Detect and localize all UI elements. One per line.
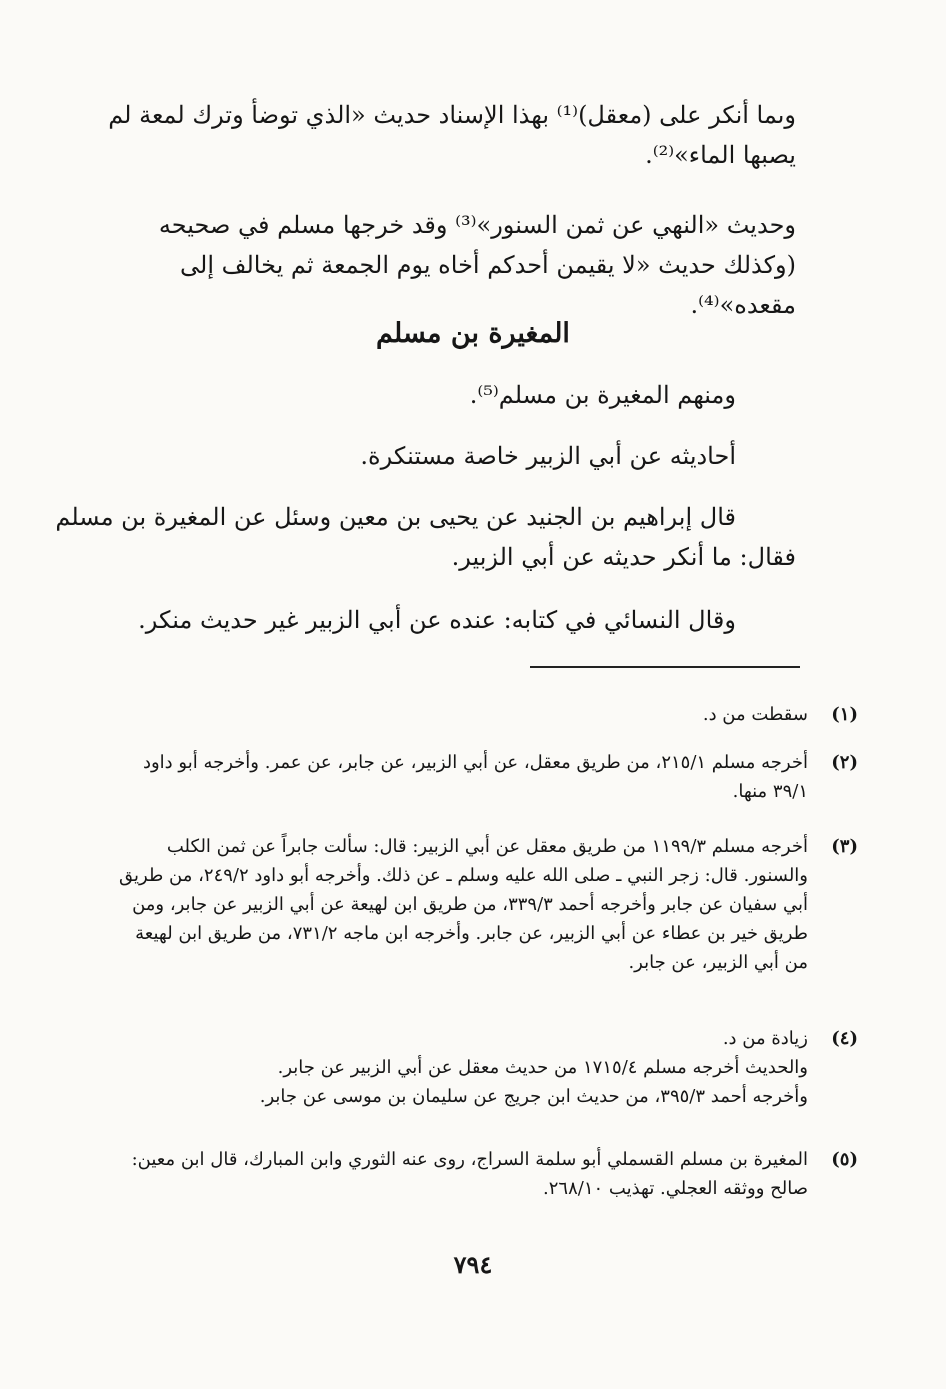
paragraph-2: وحديث «النهي عن ثمن السنور»⁽³⁾ وقد خرجها مسلم في صحيحه (وكذلك حديث «لا يقيمن أحدكم أخاه يوم الجمعة ثم يخالف إلى مقعده»⁽⁴⁾.: [158, 211, 796, 319]
footnote-1: [110, 700, 858, 729]
footnote-text: زيادة من د.: [722, 1028, 808, 1049]
footnote-text: وأخرجه أحمد ٣٩٥/٣، من حديث ابن جريج عن سليمان بن موسى عن جابر.: [259, 1086, 808, 1107]
paragraph-5-line-2: فقال: ما أنكر حديثه عن أبي الزبير.: [451, 543, 796, 571]
footnote-text: أخرجه مسلم ١١٩٩/٣ من طريق معقل عن أبي الزبير: قال: سألت جابراً عن ثمن الكلب والسنور. قال: زجر النبي ـ صلى الله عليه وسلم ـ عن ذلك. وأخرجه أبو داود ٢٤٩/٢، من طريق أبي سفيان عن جابر وأخرجه أحمد ٣٣٩/٣، من طريق ابن لهيعة عن أبي الزبير عن جابر، ومن طريق خير بن عطاء عن أبي الزبير، عن جابر. وأخرجه ابن ماجه ٧٣١/٢، من طريق ابن لهيعة من أبي الزبير، عن جابر.: [119, 836, 808, 973]
footnote-2: [110, 748, 858, 806]
footnote-5: [110, 1145, 858, 1203]
footnote-3: [110, 832, 858, 977]
footnote-4: [110, 1024, 858, 1111]
footnote-number: (٢): [831, 752, 858, 773]
footnote-text: أخرجه مسلم ٢١٥/١، من طريق معقل، عن أبي الزبير، عن جابر، عن عمر. وأخرجه أبو داود ٣٩/١ منها.: [142, 752, 808, 802]
footnote-number: (٥): [831, 1149, 858, 1170]
paragraph-5-line-1: قال إبراهيم بن الجنيد عن يحيى بن معين وسئل عن المغيرة بن مسلم: [55, 503, 736, 531]
section-heading: المغيرة بن مسلم: [376, 318, 570, 349]
footnote-text: المغيرة بن مسلم القسملي أبو سلمة السراج، روى عنه الثوري وابن المبارك، قال ابن معين: صالح ووثقه العجلي. تهذيب ٢٦٨/١٠.: [131, 1149, 808, 1199]
page-number: ٧٩٤: [453, 1250, 493, 1279]
footnote-number: (٣): [831, 836, 858, 857]
footnote-text: سقطت من د.: [702, 704, 808, 725]
paragraph-6: وقال النسائي في كتابه: عنده عن أبي الزبير غير حديث منكر.: [138, 606, 736, 634]
footnote-number: (٤): [831, 1028, 858, 1049]
paragraph-3: ومنهم المغيرة بن مسلم⁽⁵⁾.: [469, 381, 736, 409]
footnote-separator: [530, 666, 800, 668]
footnote-number: (١): [831, 704, 858, 725]
paragraph-4: أحاديثه عن أبي الزبير خاصة مستنكرة.: [360, 442, 736, 470]
paragraph-1: وىما أنكر على (معقل)⁽¹⁾ بهذا الإسناد حديث «الذي توضأ وترك لمعة لم يصبها الماء»⁽²⁾.: [108, 101, 796, 169]
footnote-text: والحديث أخرجه مسلم ١٧١٥/٤ من حديث معقل عن أبي الزبير عن جابر.: [277, 1057, 808, 1078]
